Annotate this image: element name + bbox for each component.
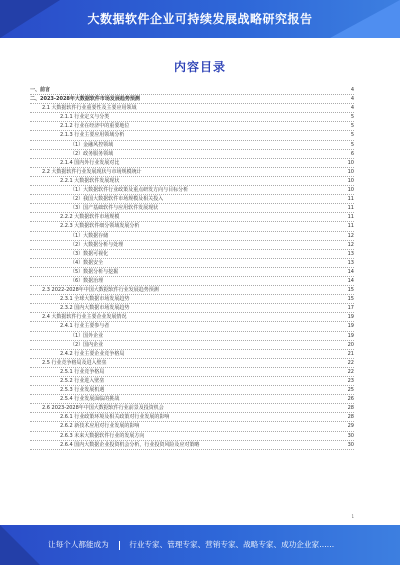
toc-heading: 内容目录 bbox=[173, 60, 226, 74]
toc-entry-label: 2.1.2 行业在经济中的重要地位 bbox=[60, 123, 130, 130]
toc-entry[interactable] bbox=[30, 432, 354, 441]
toc-entry-label: 2.3.1 全球大数据市场发展趋势 bbox=[60, 296, 130, 303]
toc-entry-page: 6 bbox=[350, 150, 354, 157]
toc-entry-page: 25 bbox=[347, 387, 354, 394]
toc-entry-page: 13 bbox=[347, 259, 354, 266]
toc-entry-label: 2.2 大数据软件行业发展现状与市场规模统计 bbox=[42, 168, 142, 175]
toc-entry[interactable] bbox=[30, 177, 354, 186]
toc-entry-label: 2.6.4 国内大数据企业投资机会分析，行业投资风险及应对策略 bbox=[60, 441, 200, 448]
toc-entry[interactable] bbox=[30, 104, 354, 113]
toc-entry-page: 4 bbox=[350, 105, 354, 112]
toc-entry[interactable] bbox=[30, 113, 354, 122]
toc-entry-page: 15 bbox=[347, 287, 354, 294]
toc-entry[interactable] bbox=[30, 259, 354, 268]
toc-entry[interactable] bbox=[30, 313, 354, 322]
toc-entry-label: 2.1.3 行业主要应用领域分析 bbox=[60, 132, 125, 139]
toc-entry-label: 2.2.3 大数据软件细分领域发展分析 bbox=[60, 223, 140, 230]
toc-entry-label: 2.6 2023-2028年中国大数据软件行业前景及投资机会 bbox=[42, 405, 164, 412]
toc-entry[interactable] bbox=[30, 395, 354, 404]
toc-entry[interactable] bbox=[30, 250, 354, 259]
toc-entry[interactable] bbox=[30, 322, 354, 331]
toc-entry[interactable] bbox=[30, 359, 354, 368]
toc-entry[interactable] bbox=[30, 141, 354, 150]
toc-entry-label: 2.1 大数据软件行业重要性及主要应用领域 bbox=[42, 105, 137, 112]
toc-entry-label: 2.3.2 国内大数据市场发展趋势 bbox=[60, 305, 130, 312]
toc-entry[interactable] bbox=[30, 386, 354, 395]
toc-entry[interactable] bbox=[30, 286, 354, 295]
table-of-contents bbox=[30, 86, 354, 450]
toc-entry[interactable] bbox=[30, 368, 354, 377]
toc-entry-page: 26 bbox=[347, 396, 354, 403]
toc-entry-label: （6）数据治理 bbox=[70, 277, 104, 284]
toc-entry[interactable] bbox=[30, 168, 354, 177]
toc-entry-label: 2.5 行业竞争格局及进入壁垒 bbox=[42, 359, 107, 366]
toc-entry-page: 10 bbox=[347, 187, 354, 194]
toc-entry-label: （5）数据分析与挖掘 bbox=[70, 268, 119, 275]
toc-entry-page: 29 bbox=[347, 423, 354, 430]
toc-entry-page: 5 bbox=[350, 114, 354, 121]
toc-entry-page: 12 bbox=[347, 241, 354, 248]
toc-entry[interactable] bbox=[30, 304, 354, 313]
toc-entry-page: 10 bbox=[347, 159, 354, 166]
toc-entry[interactable] bbox=[30, 377, 354, 386]
toc-entry[interactable] bbox=[30, 268, 354, 277]
toc-entry[interactable] bbox=[30, 159, 354, 168]
toc-entry-label: （2）大数据分析与处理 bbox=[70, 241, 124, 248]
toc-entry-label: 2.3 2022-2028年中国大数据软件行业发展趋势预测 bbox=[42, 287, 159, 294]
toc-entry-page: 10 bbox=[347, 177, 354, 184]
toc-entry-page: 11 bbox=[347, 196, 354, 203]
toc-entry-label: 2.1.4 国内外行业发展对比 bbox=[60, 159, 120, 166]
toc-entry-page: 11 bbox=[347, 214, 354, 221]
toc-entry[interactable] bbox=[30, 186, 354, 195]
toc-entry-page: 5 bbox=[350, 141, 354, 148]
footer-slogan-left: 让每个人都能成为 bbox=[48, 540, 109, 549]
toc-entry[interactable] bbox=[30, 213, 354, 222]
report-title: 大数据软件企业可持续发展战略研究报告 bbox=[87, 12, 313, 26]
toc-entry[interactable] bbox=[30, 222, 354, 231]
toc-entry-label: 2.6.1 行业政策环境及相关政策对行业发展的影响 bbox=[60, 414, 170, 421]
toc-entry-label: 2.2.1 大数据软件发展现状 bbox=[60, 177, 120, 184]
toc-entry-label: 2.5.3 行业发展机遇 bbox=[60, 387, 105, 394]
toc-entry-label: （1）大数据存储 bbox=[70, 232, 109, 239]
toc-entry[interactable] bbox=[30, 131, 354, 140]
toc-entry[interactable] bbox=[30, 241, 354, 250]
toc-entry-label: （2）政务服务领域 bbox=[70, 150, 114, 157]
toc-entry[interactable] bbox=[30, 341, 354, 350]
toc-entry-page: 19 bbox=[347, 332, 354, 339]
footer-separator bbox=[119, 541, 120, 550]
toc-entry[interactable] bbox=[30, 95, 354, 104]
toc-entry-page: 30 bbox=[347, 441, 354, 448]
toc-entry-label: 2.5.4 行业发展面临的挑战 bbox=[60, 396, 120, 403]
toc-entry-page: 5 bbox=[350, 123, 354, 130]
footer-slogan bbox=[48, 539, 334, 550]
toc-entry[interactable] bbox=[30, 232, 354, 241]
toc-entry-page: 17 bbox=[347, 305, 354, 312]
report-header bbox=[0, 0, 400, 38]
toc-entry-page: 21 bbox=[347, 350, 354, 357]
toc-entry-page: 28 bbox=[347, 414, 354, 421]
toc-entry-page: 10 bbox=[347, 168, 354, 175]
footer-slogan-right: 行业专家、管理专家、营销专家、战略专家、成功企业家…… bbox=[129, 540, 335, 549]
toc-entry-page: 14 bbox=[347, 277, 354, 284]
toc-entry-label: 2.4.1 行业主要参与者 bbox=[60, 323, 110, 330]
toc-entry-page: 23 bbox=[347, 378, 354, 384]
toc-entry-label: 2.5.2 行业进入壁垒 bbox=[60, 378, 105, 384]
toc-entry-label: （1）金融风控领域 bbox=[70, 141, 114, 148]
toc-entry-page: 22 bbox=[347, 359, 354, 366]
toc-entry-label: 一、前言 bbox=[30, 87, 51, 93]
toc-entry-label: （1）国外企业 bbox=[70, 332, 104, 339]
footer-decoration bbox=[0, 525, 40, 565]
toc-entry[interactable] bbox=[30, 404, 354, 413]
toc-entry[interactable] bbox=[30, 350, 354, 359]
toc-entry-label: 2.6.3 未来大数据软件行业的发展方向 bbox=[60, 432, 145, 439]
toc-entry[interactable] bbox=[30, 413, 354, 422]
toc-entry[interactable] bbox=[30, 332, 354, 341]
toc-entry[interactable] bbox=[30, 204, 354, 213]
toc-entry-page: 19 bbox=[347, 323, 354, 330]
toc-entry-label: （3）国产基础软件与应用软件发展现状 bbox=[70, 205, 159, 212]
toc-entry[interactable] bbox=[30, 295, 354, 304]
toc-entry[interactable] bbox=[30, 122, 354, 131]
toc-entry-page: 12 bbox=[347, 232, 354, 239]
toc-entry[interactable] bbox=[30, 441, 354, 450]
toc-entry-page: 28 bbox=[347, 405, 354, 412]
toc-entry-page: 11 bbox=[347, 205, 354, 212]
toc-entry[interactable] bbox=[30, 86, 354, 95]
footer-banner bbox=[0, 525, 400, 565]
toc-entry-label: （2）我国大数据软件市场规模及相关投入 bbox=[70, 196, 164, 203]
toc-entry-label: 2.6.2 新技术应用对行业发展的影响 bbox=[60, 423, 140, 430]
toc-entry-page: 4 bbox=[350, 87, 354, 93]
toc-entry-page: 14 bbox=[347, 268, 354, 275]
toc-entry[interactable] bbox=[30, 150, 354, 159]
toc-entry-label: 2.2.2 大数据软件市场规模 bbox=[60, 214, 120, 221]
toc-entry-page: 15 bbox=[347, 296, 354, 303]
toc-entry[interactable] bbox=[30, 195, 354, 204]
toc-entry-page: 20 bbox=[347, 341, 354, 348]
toc-entry-label: 2.1.1 行业定义与分类 bbox=[60, 114, 110, 121]
toc-entry-label: （1）大数据软件行业政策及重点研发方向与目标分析 bbox=[70, 187, 189, 194]
toc-entry-page: 11 bbox=[347, 223, 354, 230]
page-number: 1 bbox=[351, 514, 354, 519]
toc-entry-page: 30 bbox=[347, 432, 354, 439]
toc-entry-page: 5 bbox=[350, 132, 354, 139]
toc-entry-label: 2.4.2 行业主要企业竞争格局 bbox=[60, 350, 125, 357]
toc-entry-page: 22 bbox=[347, 368, 354, 375]
toc-entry-page: 13 bbox=[347, 250, 354, 257]
toc-entry[interactable] bbox=[30, 422, 354, 431]
toc-entry-page: 4 bbox=[350, 96, 354, 103]
toc-entry-label: （4）数据安全 bbox=[70, 259, 104, 266]
toc-entry-label: （3）数据可视化 bbox=[70, 250, 109, 257]
toc-entry-label: （2）国内企业 bbox=[70, 341, 104, 348]
toc-entry-label: 2.5.1 行业竞争格局 bbox=[60, 368, 105, 375]
toc-entry[interactable] bbox=[30, 277, 354, 286]
toc-entry-label: 二、2023-2028年大数据软件市场发展趋势预测 bbox=[30, 96, 140, 103]
toc-entry-page: 19 bbox=[347, 314, 354, 321]
toc-entry-label: 2.4 大数据软件行业主要企业发展情况 bbox=[42, 314, 127, 321]
